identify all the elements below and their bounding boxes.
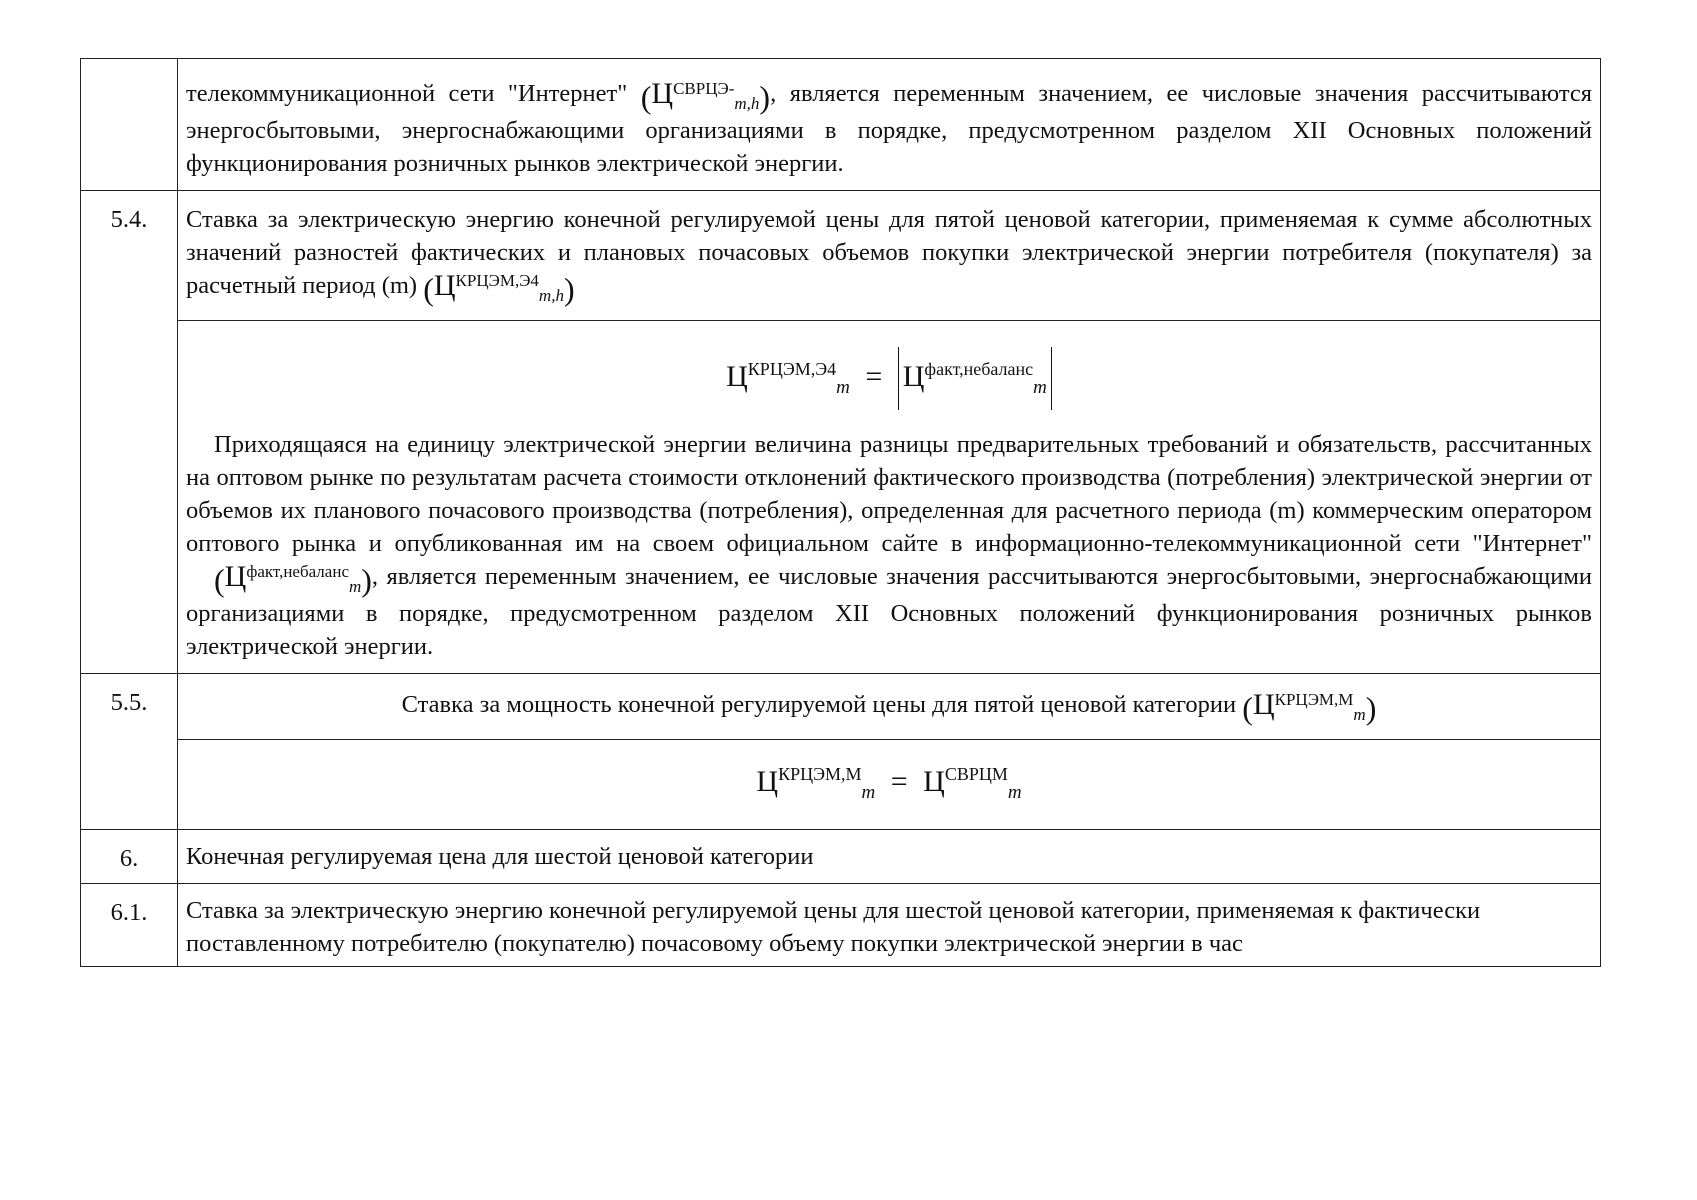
formula-cell <box>178 320 1601 673</box>
inline-formula: $(Ц^{факт,небаланс}_m)$ <box>214 559 372 598</box>
table-row-5-4-formula <box>81 320 1601 673</box>
paragraph <box>186 428 1592 663</box>
table-row-5-4 <box>81 190 1601 320</box>
document-page <box>80 58 1601 967</box>
inline-formula: $(Ц^{СВРЦЭ-}_{m,h})$ <box>640 77 771 115</box>
text-fragment: , является переменным значением, ее числовые значения рассчитываются энергосбытовыми, энергоснабжающими организациями в порядке, предусмотренном разделом XII Основных положений функционирования розничных рынков электрической энергии. <box>186 562 1592 660</box>
table-row-5-5-formula <box>81 739 1601 829</box>
text-fragment: Приходящаяся на единицу электрической энергии величина разницы предварительных требований и обязательств, рассчитанных на оптовом рынке по результатам расчета стоимости отклонений фактического производства (потребления) электрической энергии от объемов их планового почасового производства (потребления), определенная для расчетного периода (m) коммерческим оператором оптового рынка и опубликованная им на своем официальном сайте в информационно-телекоммуникационной сети "Интернет" <box>186 430 1592 557</box>
row-number: 5.5. <box>81 673 178 829</box>
table-row-5-5 <box>81 673 1601 739</box>
text-fragment: Ставка за мощность конечной регулируемой цены для пятой ценовой категории <box>401 690 1237 718</box>
table-row-6-1 <box>81 883 1601 966</box>
row-number: 5.4. <box>81 190 178 673</box>
row-text: Ставка за электрическую энергию конечной регулируемой цены для шестой ценовой категории, применяемая к фактически поставленному потребителю (покупателю) почасовому объему покупки электрической энергии в час <box>178 883 1601 966</box>
formula-cell <box>178 739 1601 829</box>
row-number: 6.1. <box>81 883 178 966</box>
absolute-value: $Ц^{факт,небаланс}_m$ <box>898 347 1052 410</box>
inline-formula: $(Ц^{КРЦЭМ,Э4}_{m,h})$ <box>423 268 575 307</box>
text-fragment: Ставка за электрическую энергию конечной регулируемой цены для пятой ценовой категории, применяемая к сумме абсолютных значений разностей фактических и плановых почасовых объемов покупки электрической энергии потребителя (покупателя) за расчетный период (m) <box>186 205 1592 299</box>
table-row-6 <box>81 829 1601 883</box>
row-text <box>178 59 1601 191</box>
display-formula: $Ц^{КРЦЭМ,Э4}_m = Ц^{факт,небаланс}_m$ <box>186 325 1592 428</box>
inline-formula: $(Ц^{КРЦЭМ,М}_m)$ <box>1242 687 1377 726</box>
price-table <box>80 58 1601 967</box>
display-formula: $Ц^{КРЦЭМ,М}_m = Ц^{СВРЦМ}_m$ <box>756 763 1022 803</box>
text-fragment: телекоммуникационной сети "Интернет" <box>186 80 628 108</box>
row-text <box>178 673 1601 739</box>
row-number-empty <box>81 59 178 191</box>
row-text: Конечная регулируемая цена для шестой ценовой категории <box>178 829 1601 883</box>
table-row-continuation <box>81 59 1601 191</box>
row-text <box>178 190 1601 320</box>
text-fragment: , является переменным значением, ее числовые значения рассчитываются энергосбытовыми, энергоснабжающими организациями в порядке, предусмотренном разделом XII Основных положений функционирования розничных рынков электрической энергии. <box>186 80 1593 177</box>
row-number: 6. <box>81 829 178 883</box>
